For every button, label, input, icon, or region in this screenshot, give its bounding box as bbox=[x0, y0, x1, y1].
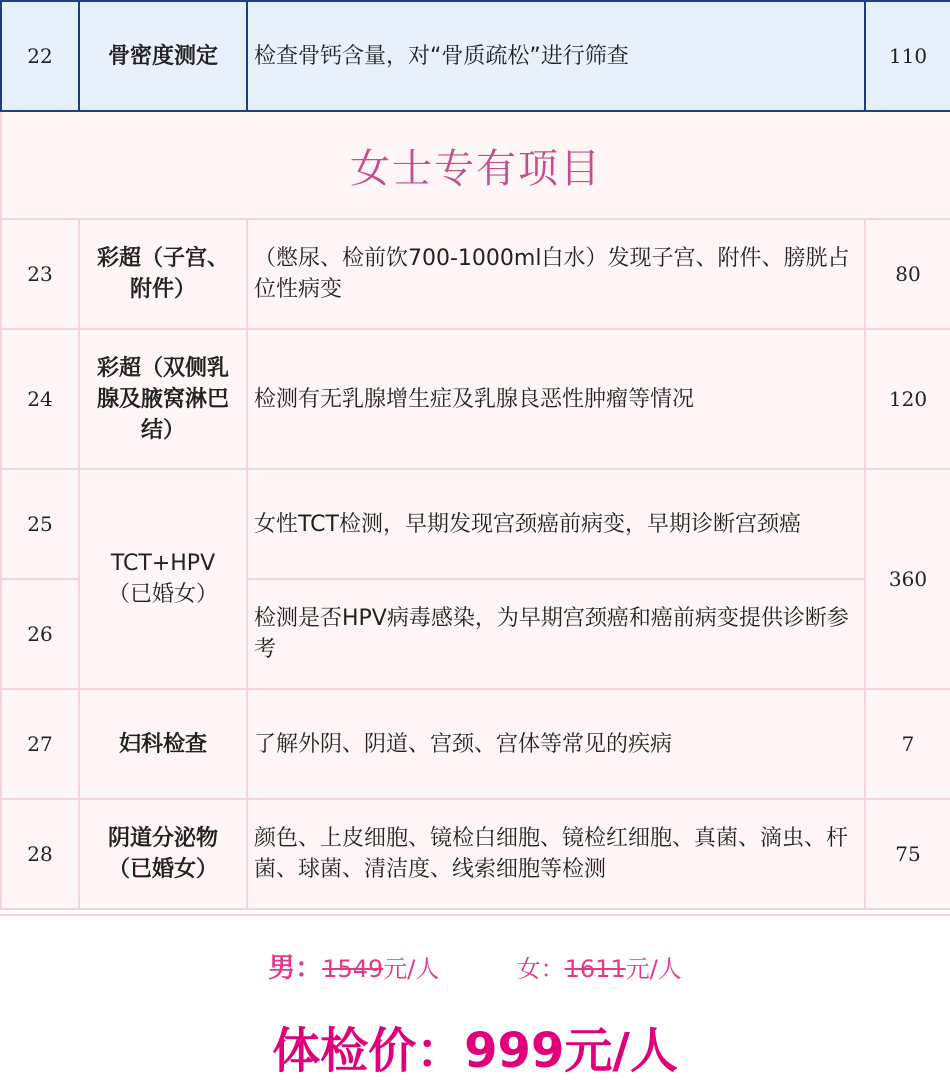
final-price-label: 体检价： bbox=[272, 1023, 465, 1079]
final-price-value: 999元/人 bbox=[464, 1023, 678, 1079]
item-price: 80 bbox=[865, 219, 950, 329]
item-number: 27 bbox=[1, 689, 79, 799]
item-price: 110 bbox=[865, 1, 950, 111]
section-header-row bbox=[1, 111, 950, 219]
item-price: 360 bbox=[865, 469, 950, 689]
item-description: 了解外阴、阴道、宫颈、宫体等常见的疾病 bbox=[247, 689, 865, 799]
female-price-unit: 元/人 bbox=[625, 955, 682, 983]
male-original-price: 1549 bbox=[322, 955, 384, 983]
item-number: 28 bbox=[1, 799, 79, 909]
item-name: 彩超（子宫、附件） bbox=[79, 219, 247, 329]
item-description: 检测是否HPV病毒感染，为早期宫颈癌和癌前病变提供诊断参考 bbox=[247, 579, 865, 689]
item-name: 彩超（双侧乳腺及腋窝淋巴结） bbox=[79, 329, 247, 469]
table-row bbox=[1, 469, 950, 579]
item-number: 26 bbox=[1, 579, 79, 689]
original-prices bbox=[0, 946, 950, 985]
table-row bbox=[1, 689, 950, 799]
item-description: 检测有无乳腺增生症及乳腺良恶性肿瘤等情况 bbox=[247, 329, 865, 469]
final-price bbox=[0, 1012, 950, 1081]
item-price: 75 bbox=[865, 799, 950, 909]
female-label: 女： bbox=[516, 955, 565, 983]
item-name: 阴道分泌物（已婚女） bbox=[79, 799, 247, 909]
item-description: 颜色、上皮细胞、镜检白细胞、镜检红细胞、真菌、滴虫、杆菌、球菌、清洁度、线索细胞等检测 bbox=[247, 799, 865, 909]
item-number: 25 bbox=[1, 469, 79, 579]
female-original-price: 1611 bbox=[564, 955, 626, 983]
table-row bbox=[1, 799, 950, 909]
item-name: 骨密度测定 bbox=[79, 1, 247, 111]
price-footer bbox=[0, 914, 950, 1092]
table-row bbox=[1, 1, 950, 111]
item-name: TCT+HPV（已婚女） bbox=[79, 469, 247, 689]
section-title: 女士专有项目 bbox=[350, 145, 602, 192]
male-price-unit: 元/人 bbox=[383, 955, 440, 983]
item-description: 女性TCT检测，早期发现宫颈癌前病变，早期诊断宫颈癌 bbox=[247, 469, 865, 579]
item-number: 22 bbox=[1, 1, 79, 111]
item-number: 24 bbox=[1, 329, 79, 469]
table-row bbox=[1, 329, 950, 469]
table-row bbox=[1, 219, 950, 329]
item-name: 妇科检查 bbox=[79, 689, 247, 799]
item-description: （憋尿、检前饮700-1000ml白水）发现子宫、附件、膀胱占位性病变 bbox=[247, 219, 865, 329]
item-price: 120 bbox=[865, 329, 950, 469]
item-number: 23 bbox=[1, 219, 79, 329]
item-price: 7 bbox=[865, 689, 950, 799]
male-label: 男： bbox=[268, 953, 323, 984]
item-description: 检查骨钙含量，对“骨质疏松”进行筛查 bbox=[247, 1, 865, 111]
